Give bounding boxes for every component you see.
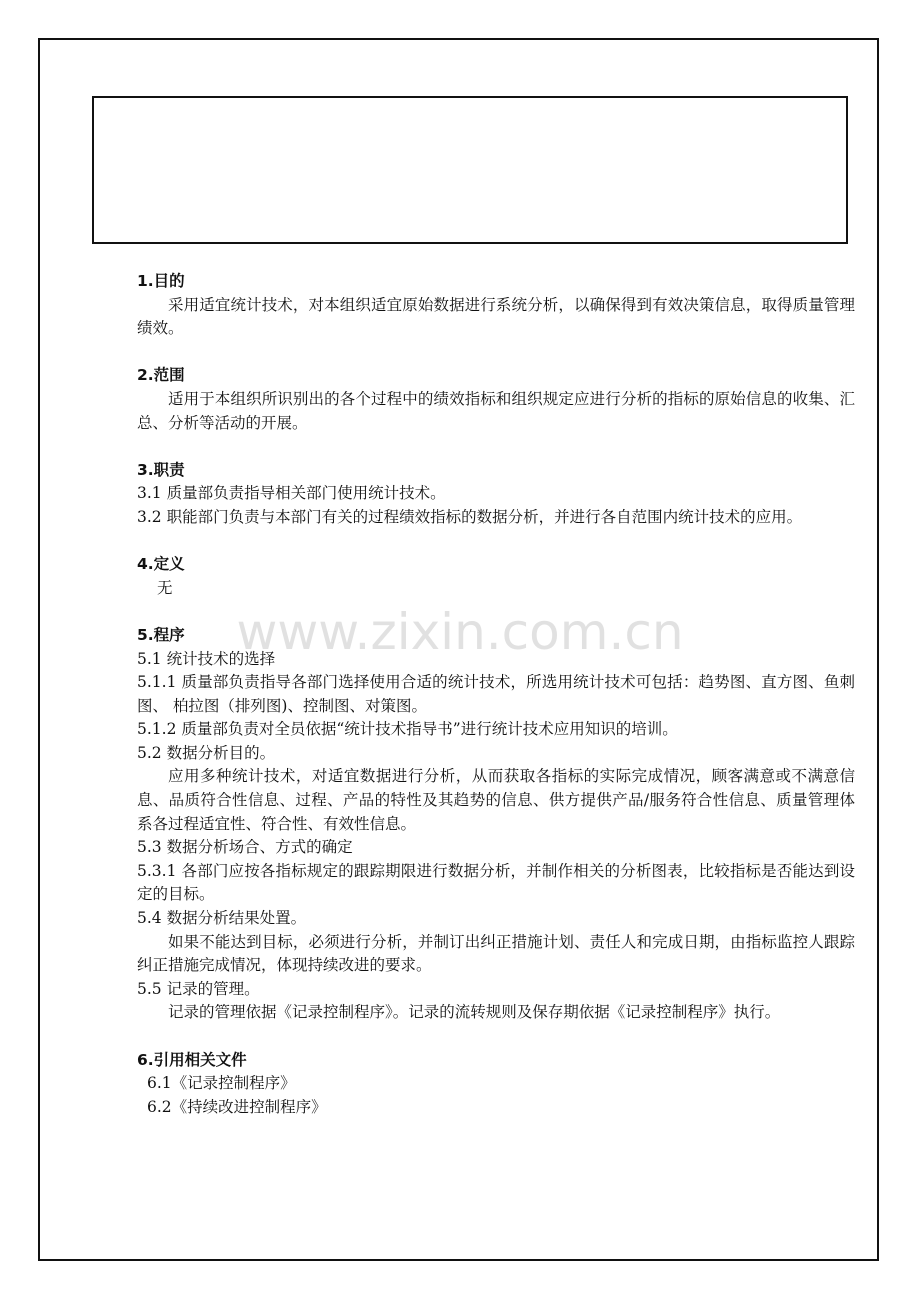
procedure-5-2-text: 应用多种统计技术，对适宜数据进行分析，从而获取各指标的实际完成情况，顾客满意或不满意信息、品质符合性信息、过程、产品的特性及其趋势的信息、供方提供产品/服务符合性信息、质量管理体系各过程适宜性、符合性、有效性信息。 bbox=[137, 767, 855, 833]
procedure-5-5-text: 记录的管理依据《记录控制程序》。记录的流转规则及保存期依据《记录控制程序》执行。 bbox=[168, 1003, 781, 1022]
procedure-5-4: 5.4 数据分析结果处置。 bbox=[137, 909, 307, 928]
procedure-5-3-1: 5.3.1 各部门应按各指标规定的跟踪期限进行数据分析，并制作相关的分析图表，比较指标是否能达到设定的目标。 bbox=[137, 861, 855, 904]
definitions-text: 无 bbox=[157, 578, 173, 597]
reference-6-1: 6.1《记录控制程序》 bbox=[147, 1074, 296, 1093]
procedure-5-5: 5.5 记录的管理。 bbox=[137, 979, 260, 998]
reference-6-2: 6.2《持续改进控制程序》 bbox=[147, 1097, 327, 1116]
procedure-5-2: 5.2 数据分析目的。 bbox=[137, 743, 276, 762]
procedure-5-1: 5.1 统计技术的选择 bbox=[137, 649, 276, 668]
responsibility-3-1: 3.1 质量部负责指导相关部门使用统计技术。 bbox=[137, 484, 446, 503]
section-title-procedure: 5.程序 bbox=[137, 625, 185, 644]
purpose-text: 采用适宜统计技术，对本组织适宜原始数据进行系统分析，以确保得到有效决策信息，取得质量管理绩效。 bbox=[137, 295, 855, 338]
scope-text: 适用于本组织所识别出的各个过程中的绩效指标和组织规定应进行分析的指标的原始信息的收集、汇总、分析等活动的开展。 bbox=[137, 389, 855, 432]
document-header-box bbox=[92, 96, 848, 244]
section-title-definitions: 4.定义 bbox=[137, 555, 185, 574]
procedure-5-1-2: 5.1.2 质量部负责对全员依据“统计技术指导书”进行统计技术应用知识的培训。 bbox=[137, 720, 678, 739]
section-title-scope: 2.范围 bbox=[137, 366, 185, 385]
procedure-5-1-1: 5.1.1 质量部负责指导各部门选择使用合适的统计技术，所选用统计技术可包括：趋势图、直方图、鱼刺图、 柏拉图（排列图)、控制图、对策图。 bbox=[137, 673, 855, 715]
procedure-5-3: 5.3 数据分析场合、方式的确定 bbox=[137, 838, 353, 857]
responsibility-3-2: 3.2 职能部门负责与本部门有关的过程绩效指标的数据分析，并进行各自范围内统计技术的应用。 bbox=[137, 507, 803, 526]
section-title-references: 6.引用相关文件 bbox=[137, 1050, 247, 1069]
section-title-responsibilities: 3.职责 bbox=[137, 460, 185, 479]
section-title-purpose: 1.目的 bbox=[137, 272, 185, 290]
watermark: www.zixin.com.cn bbox=[236, 603, 684, 661]
document-body bbox=[137, 270, 855, 1119]
procedure-5-4-text: 如果不能达到目标，必须进行分析，并制订出纠正措施计划、责任人和完成日期，由指标监控人跟踪纠正措施完成情况，体现持续改进的要求。 bbox=[137, 932, 855, 975]
